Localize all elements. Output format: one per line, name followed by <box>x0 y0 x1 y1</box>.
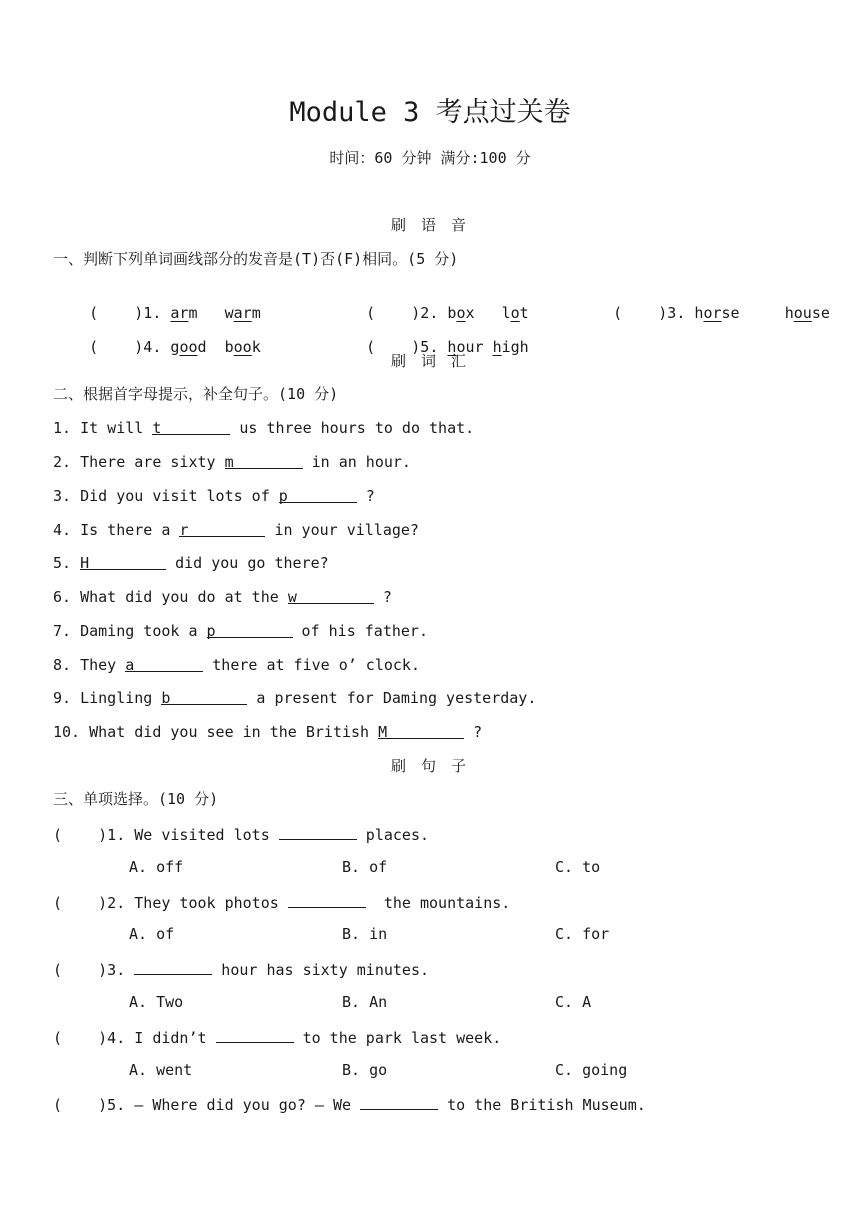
option-b: B. of <box>342 858 388 876</box>
option-c: C. for <box>555 925 610 943</box>
part2-item-6: 6. What did you do at the w ? <box>53 588 392 606</box>
part2-instruction: 二、根据首字母提示，补全句子。(10 分) <box>53 385 339 403</box>
answer-paren[interactable]: ( )4. <box>89 338 162 356</box>
fill-blank[interactable]: r <box>179 520 265 537</box>
answer-paren[interactable]: ( )5. <box>53 1096 126 1114</box>
exam-time-score: 时间：60 分钟 满分:100 分 <box>329 149 531 167</box>
option-a: A. off <box>129 858 184 876</box>
option-c: C. going <box>555 1061 628 1079</box>
fill-blank[interactable] <box>279 823 357 840</box>
fill-blank[interactable]: m <box>225 452 303 469</box>
option-b: B. go <box>342 1061 388 1079</box>
part3-item-4: ( )4. I didn’t to the park last week. <box>53 1026 501 1048</box>
part2-item-10: 10. What did you see in the British M ? <box>53 723 483 741</box>
option-a: A. of <box>129 925 175 943</box>
fill-blank[interactable] <box>216 1026 294 1043</box>
answer-paren[interactable]: ( )1. <box>89 304 162 322</box>
part2-item-4: 4. Is there a r in your village? <box>53 521 419 539</box>
part2-item-7: 7. Daming took a p of his father. <box>53 622 428 640</box>
part1-item-5: ( )5. hour high <box>366 338 529 356</box>
option-b: B. in <box>342 925 388 943</box>
part2-item-2: 2. There are sixty m in an hour. <box>53 453 411 471</box>
section-heading-vocab: 刷 词 汇 <box>390 352 470 370</box>
part3-item-1: ( )1. We visited lots places. <box>53 823 429 845</box>
part1-instruction: 一、判断下列单词画线部分的发音是(T)否(F)相同。(5 分) <box>53 250 459 268</box>
part1-item-1: ( )1. arm warm <box>89 304 261 322</box>
fill-blank[interactable] <box>360 1093 438 1110</box>
section-heading-pronunciation: 刷 语 音 <box>390 216 470 234</box>
part3-item-3: ( )3. hour has sixty minutes. <box>53 958 429 980</box>
answer-paren[interactable]: ( )3. <box>613 304 686 322</box>
page-title: Module 3 考点过关卷 <box>289 97 571 128</box>
fill-blank[interactable]: w <box>288 587 374 604</box>
option-b: B. An <box>342 993 388 1011</box>
fill-blank[interactable]: a <box>125 655 203 672</box>
option-c: C. A <box>555 993 592 1011</box>
fill-blank[interactable]: t <box>152 418 230 435</box>
answer-paren[interactable]: ( )2. <box>366 304 439 322</box>
part1-item-4: ( )4. good book <box>89 338 261 356</box>
fill-blank[interactable]: H <box>80 553 166 570</box>
fill-blank[interactable]: b <box>161 688 247 705</box>
fill-blank[interactable]: p <box>279 486 357 503</box>
part2-item-5: 5. H did you go there? <box>53 554 329 572</box>
answer-paren[interactable]: ( )4. <box>53 1029 126 1047</box>
part3-item-5: ( )5. — Where did you go? — We to the British Museum. <box>53 1093 646 1115</box>
section-heading-sentence: 刷 句 子 <box>390 757 470 775</box>
part1-item-3: ( )3. horse house <box>613 304 830 322</box>
answer-paren[interactable]: ( )3. <box>53 961 126 979</box>
option-a: A. went <box>129 1061 193 1079</box>
fill-blank[interactable]: p <box>207 621 293 638</box>
part3-item-2: ( )2. They took photos the mountains. <box>53 891 510 913</box>
option-a: A. Two <box>129 993 184 1011</box>
fill-blank[interactable] <box>134 958 212 975</box>
part1-item-2: ( )2. box lot <box>366 304 529 322</box>
part2-item-9: 9. Lingling b a present for Daming yesterday. <box>53 689 537 707</box>
option-c: C. to <box>555 858 601 876</box>
part2-item-3: 3. Did you visit lots of p ? <box>53 487 375 505</box>
part2-item-8: 8. They a there at five o’ clock. <box>53 656 420 674</box>
part3-instruction: 三、单项选择。(10 分) <box>53 790 219 808</box>
part2-item-1: 1. It will t us three hours to do that. <box>53 419 475 437</box>
answer-paren[interactable]: ( )2. <box>53 894 126 912</box>
answer-paren[interactable]: ( )5. <box>366 338 439 356</box>
fill-blank[interactable] <box>288 891 366 908</box>
answer-paren[interactable]: ( )1. <box>53 826 126 844</box>
fill-blank[interactable]: M <box>378 722 464 739</box>
